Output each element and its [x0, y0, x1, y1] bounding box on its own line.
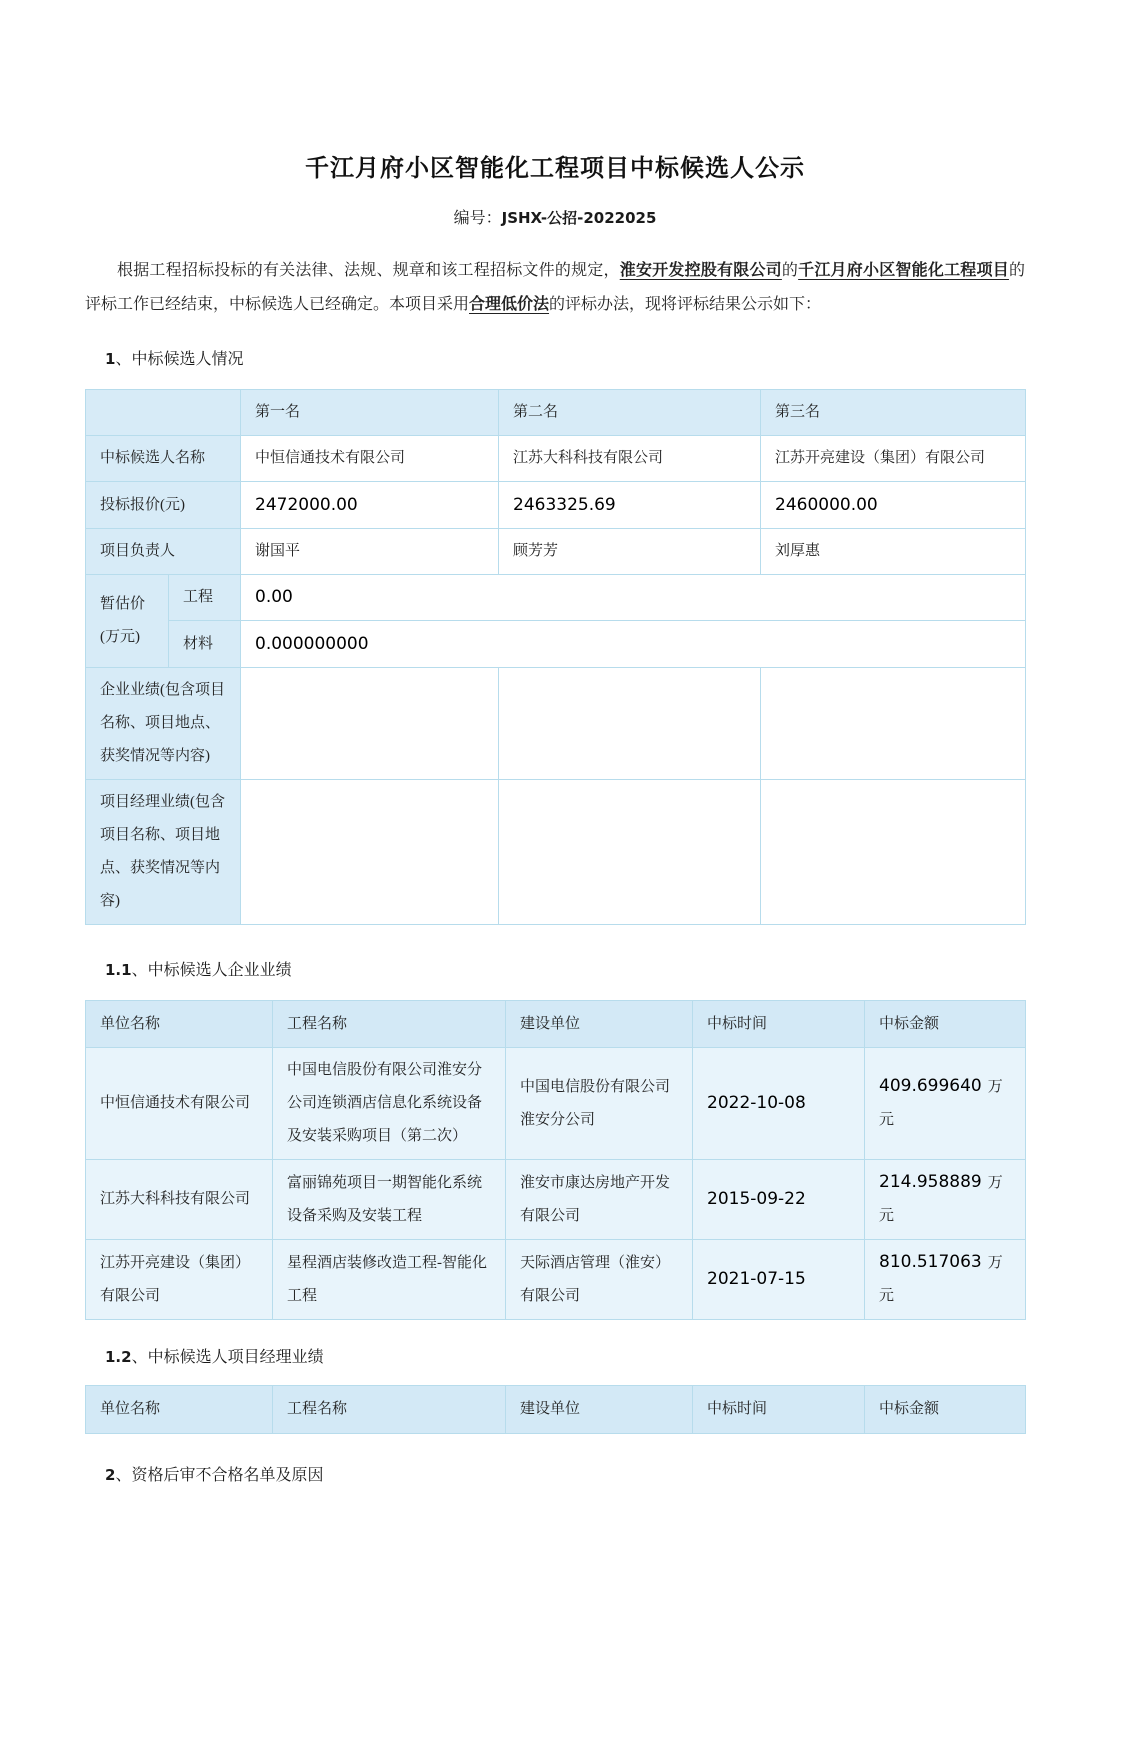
row-label-project-manager: 项目负责人: [86, 529, 241, 575]
header-cell-empty: [86, 390, 241, 436]
table-row-company-performance: [86, 668, 1026, 780]
row-label-estimate: 暂估价(万元): [86, 575, 169, 668]
section-number: 1.1: [105, 961, 132, 979]
section-heading-1-2: [85, 1344, 1025, 1367]
header-cell-rank-1: 第一名: [241, 390, 499, 436]
cell-project-manager-1: 谢国平: [241, 529, 499, 575]
section-separator: 、: [131, 1349, 148, 1366]
cell-amount: [865, 1240, 1026, 1320]
table-row: [86, 1240, 1026, 1320]
table-row-project-manager: [86, 529, 1026, 575]
table-row-bid-price: [86, 482, 1026, 529]
amount-value: 214.958889: [879, 1172, 982, 1192]
cell-manager-performance-3: [761, 780, 1026, 925]
section-number: 1.2: [105, 1348, 132, 1366]
header-cell-date: 中标时间: [693, 1001, 865, 1048]
table-header-row: [86, 1386, 1026, 1434]
intro-segment: 的评标工作已经结束，中标候选人已经确定。本项目采用: [85, 262, 1025, 313]
table-row: [86, 1160, 1026, 1240]
candidates-overview-table: [85, 389, 1026, 925]
cell-manager-performance-2: [499, 780, 761, 925]
cell-company-performance-3: [761, 668, 1026, 780]
header-cell-amount: 中标金额: [865, 1386, 1026, 1434]
table-row-manager-performance: [86, 780, 1026, 925]
cell-client: 中国电信股份有限公司淮安分公司: [506, 1048, 693, 1160]
amount-value: 409.699640: [879, 1076, 982, 1096]
table-header-row: [86, 1001, 1026, 1048]
header-cell-project: 工程名称: [273, 1001, 506, 1048]
section-number: 2: [105, 1466, 116, 1484]
section-title: 中标候选人情况: [131, 351, 244, 368]
cell-amount: [865, 1048, 1026, 1160]
cell-company: 江苏大科科技有限公司: [86, 1160, 273, 1240]
table-row-candidate-name: [86, 436, 1026, 482]
doc-number-value: JSHX-公招-2022025: [501, 209, 657, 227]
cell-company: 江苏开亮建设（集团）有限公司: [86, 1240, 273, 1320]
cell-estimate-engineering: 0.00: [241, 575, 1026, 621]
intro-segment: 的评标办法，现将评标结果公示如下：: [549, 296, 822, 313]
header-cell-client: 建设单位: [506, 1001, 693, 1048]
amount-unit: 万元: [879, 1255, 1003, 1304]
intro-paragraph: [85, 254, 1025, 322]
page-title: 千江月府小区智能化工程项目中标候选人公示: [305, 156, 805, 182]
cell-project-manager-2: 顾芳芳: [499, 529, 761, 575]
cell-company: 中恒信通技术有限公司: [86, 1048, 273, 1160]
row-label-candidate-name: 中标候选人名称: [86, 436, 241, 482]
section-heading-1: [85, 346, 1025, 369]
amount-unit: 万元: [879, 1079, 1003, 1128]
intro-segment-project: 千江月府小区智能化工程项目: [798, 262, 1009, 279]
header-cell-client: 建设单位: [506, 1386, 693, 1434]
cell-date: 2022-10-08: [693, 1048, 865, 1160]
header-cell-company: 单位名称: [86, 1386, 273, 1434]
table-row: [86, 1048, 1026, 1160]
section-heading-2: [85, 1462, 1025, 1485]
table-row-estimate-material: [86, 621, 1026, 668]
section-separator: 、: [115, 1467, 132, 1484]
cell-company-performance-1: [241, 668, 499, 780]
manager-performance-table: [85, 1385, 1026, 1434]
cell-date: 2021-07-15: [693, 1240, 865, 1320]
cell-project: 富丽锦苑项目一期智能化系统设备采购及安装工程: [273, 1160, 506, 1240]
cell-bid-price-1: 2472000.00: [241, 482, 499, 529]
cell-project: 中国电信股份有限公司淮安分公司连锁酒店信息化系统设备及安装采购项目（第二次）: [273, 1048, 506, 1160]
intro-segment: 根据工程招标投标的有关法律、法规、规章和该工程招标文件的规定，: [117, 262, 620, 279]
cell-amount: [865, 1160, 1026, 1240]
doc-number-label: 编号：: [453, 210, 502, 227]
row-label-bid-price: 投标报价(元): [86, 482, 241, 529]
cell-manager-performance-1: [241, 780, 499, 925]
doc-number: [85, 205, 1025, 228]
cell-candidate-name-3: 江苏开亮建设（集团）有限公司: [761, 436, 1026, 482]
cell-date: 2015-09-22: [693, 1160, 865, 1240]
cell-client: 天际酒店管理（淮安）有限公司: [506, 1240, 693, 1320]
cell-bid-price-2: 2463325.69: [499, 482, 761, 529]
cell-project: 星程酒店装修改造工程-智能化工程: [273, 1240, 506, 1320]
cell-candidate-name-1: 中恒信通技术有限公司: [241, 436, 499, 482]
cell-bid-price-3: 2460000.00: [761, 482, 1026, 529]
section-title: 中标候选人项目经理业绩: [147, 1349, 324, 1366]
section-number: 1: [105, 350, 116, 368]
amount-unit: 万元: [879, 1175, 1003, 1224]
table-header-row: [86, 390, 1026, 436]
table-row-estimate-engineering: [86, 575, 1026, 621]
header-cell-company: 单位名称: [86, 1001, 273, 1048]
cell-estimate-material: 0.000000000: [241, 621, 1026, 668]
intro-segment-method: 合理低价法: [469, 296, 550, 313]
amount-value: 810.517063: [879, 1252, 982, 1272]
company-performance-table: [85, 1000, 1026, 1320]
section-title: 中标候选人企业业绩: [147, 962, 292, 979]
row-sublabel-material: 材料: [169, 621, 241, 668]
document-page: [85, 148, 1025, 1485]
row-sublabel-engineering: 工程: [169, 575, 241, 621]
intro-segment-owner: 淮安开发控股有限公司: [619, 262, 782, 279]
cell-client: 淮安市康达房地产开发有限公司: [506, 1160, 693, 1240]
header-cell-project: 工程名称: [273, 1386, 506, 1434]
section-heading-1-1: [85, 957, 1025, 980]
section-separator: 、: [115, 351, 132, 368]
header-cell-rank-3: 第三名: [761, 390, 1026, 436]
cell-candidate-name-2: 江苏大科科技有限公司: [499, 436, 761, 482]
header-cell-date: 中标时间: [693, 1386, 865, 1434]
header-cell-amount: 中标金额: [865, 1001, 1026, 1048]
section-separator: 、: [131, 962, 148, 979]
section-title: 资格后审不合格名单及原因: [131, 1467, 324, 1484]
row-label-manager-performance: 项目经理业绩(包含项目名称、项目地点、获奖情况等内容): [86, 780, 241, 925]
row-label-company-performance: 企业业绩(包含项目名称、项目地点、获奖情况等内容): [86, 668, 241, 780]
intro-segment: 的: [781, 262, 799, 279]
cell-company-performance-2: [499, 668, 761, 780]
header-cell-rank-2: 第二名: [499, 390, 761, 436]
cell-project-manager-3: 刘厚惠: [761, 529, 1026, 575]
